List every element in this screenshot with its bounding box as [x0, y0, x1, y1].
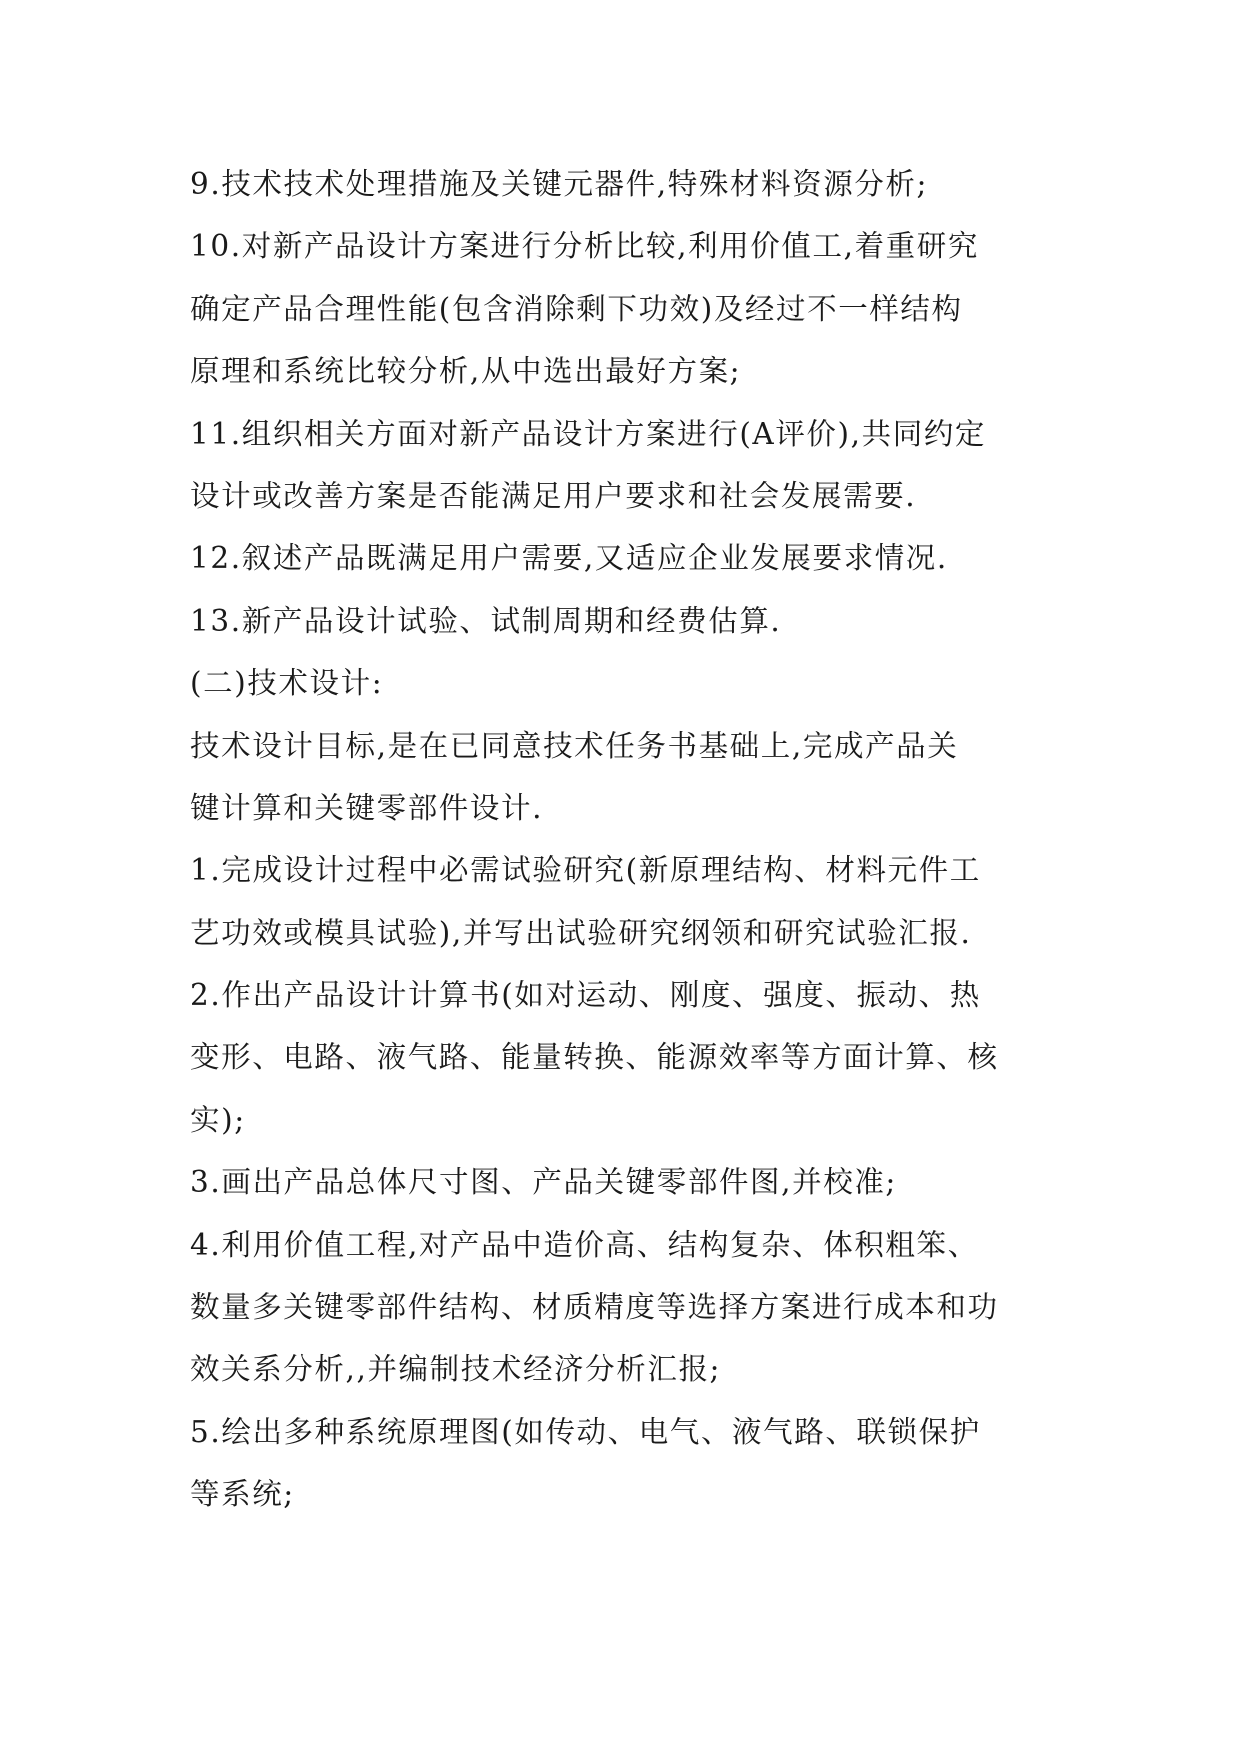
text-line: 原理和系统比较分析,从中选出最好方案; [190, 354, 742, 389]
text-line: 键计算和关键零部件设计. [190, 790, 544, 825]
text-line: 艺功效或模具试验),并写出试验研究纲领和研究试验汇报. [190, 915, 972, 950]
text-line: 13.新产品设计试验、试制周期和经费估算. [190, 603, 782, 638]
text-line: 2.作出产品设计计算书(如对运动、刚度、强度、振动、热 [190, 978, 981, 1013]
text-line: 12.叙述产品既满足用户需要,又适应企业发展要求情况. [190, 541, 948, 576]
text-line: 5.绘出多种系统原理图(如传动、电气、液气路、联锁保护 [190, 1414, 981, 1449]
text-line: 确定产品合理性能(包含消除剩下功效)及经过不一样结构 [190, 291, 963, 326]
section-heading: (二)技术设计: [190, 666, 384, 701]
text-line: 等系统; [190, 1477, 295, 1512]
text-line: 1.完成设计过程中必需试验研究(新原理结构、材料元件工 [190, 853, 981, 888]
text-line: 效关系分析,,并编制技术经济分析汇报; [190, 1352, 722, 1387]
text-line: 4.利用价值工程,对产品中造价高、结构复杂、体积粗笨、 [190, 1227, 979, 1262]
text-line: 设计或改善方案是否能满足用户要求和社会发展需要. [190, 478, 917, 513]
text-line: 3.画出产品总体尺寸图、产品关键零部件图,并校准; [190, 1165, 897, 1200]
text-line: 实); [190, 1102, 246, 1137]
text-line: 技术设计目标,是在已同意技术任务书基础上,完成产品关 [190, 728, 959, 763]
text-line: 变形、电路、液气路、能量转换、能源效率等方面计算、核 [190, 1040, 999, 1075]
document-body [190, 153, 1050, 1526]
text-line: 9.技术技术处理措施及关键元器件,特殊材料资源分析; [190, 167, 929, 201]
text-line: 11.组织相关方面对新产品设计方案进行(A评价),共同约定 [190, 416, 987, 451]
text-line: 数量多关键零部件结构、材质精度等选择方案进行成本和功 [190, 1290, 999, 1325]
text-line: 10.对新产品设计方案进行分析比较,利用价值工,着重研究 [190, 229, 979, 264]
